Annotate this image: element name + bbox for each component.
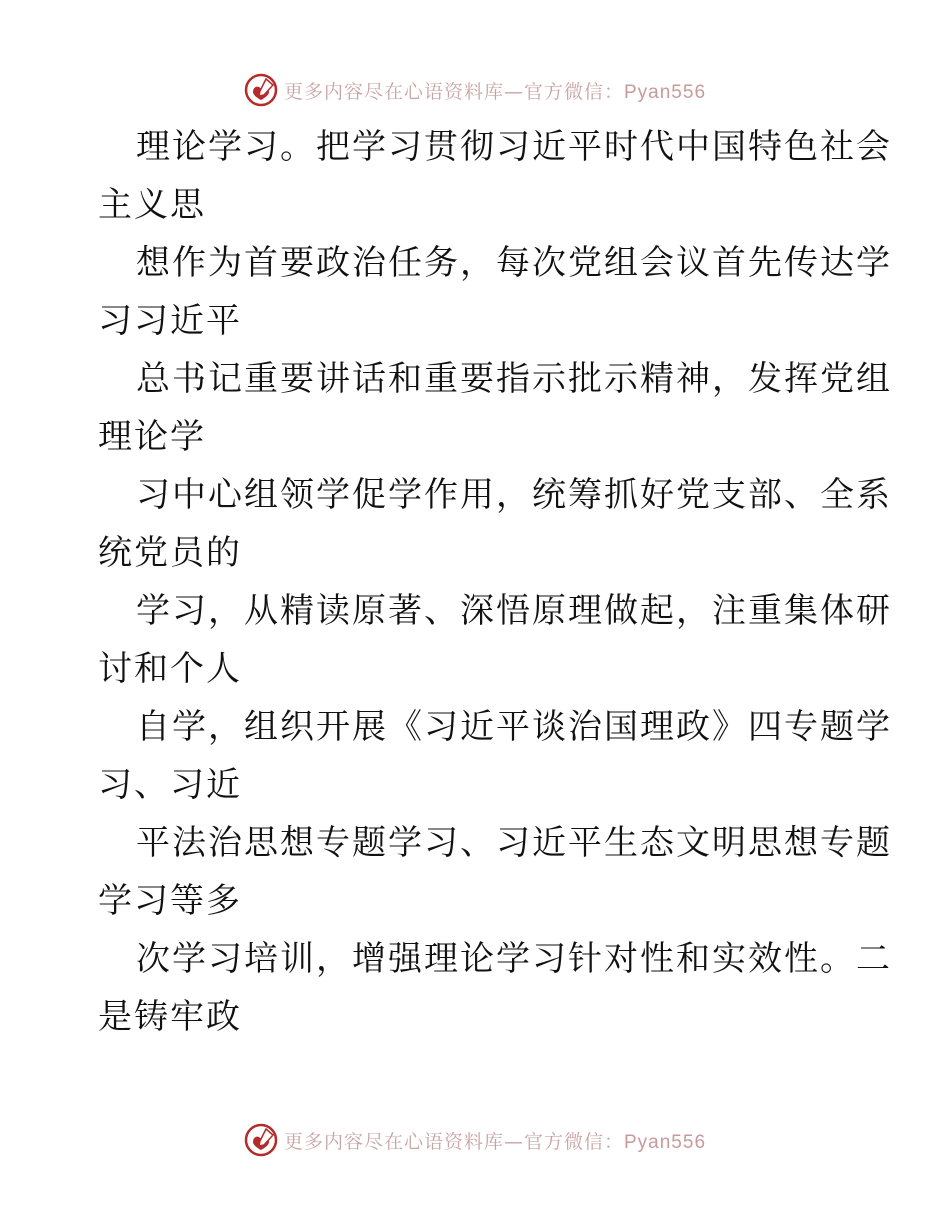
banner-text: 更多内容尽在心语资料库—官方微信：Pyan556 — [283, 1130, 707, 1153]
logo-icon — [244, 1123, 278, 1157]
document-body — [98, 118, 892, 1046]
text-line: 次学习培训，增强理论学习针对性和实效性。二 — [136, 939, 892, 979]
text-line: 自学，组织开展《习近平谈治国理政》四专题学 — [136, 707, 892, 747]
text-line: 想作为首要政治任务，每次党组会议首先传达学 — [136, 243, 892, 283]
text-line: 习中心组领学促学作用，统筹抓好党支部、全系 — [136, 475, 892, 515]
text-line: 主义思 — [98, 185, 206, 225]
logo-icon — [244, 73, 278, 107]
wechat-id: Pyan556 — [624, 81, 707, 103]
header-banner — [0, 70, 950, 110]
text-line: 统党员的 — [98, 533, 242, 573]
text-line: 总书记重要讲话和重要指示批示精神，发挥党组 — [136, 359, 892, 399]
text-line: 是铸牢政 — [98, 997, 242, 1037]
text-line: 理论学习。把学习贯彻习近平时代中国特色社会 — [136, 127, 892, 167]
footer-banner — [0, 1120, 950, 1160]
banner-text: 更多内容尽在心语资料库—官方微信：Pyan556 — [283, 80, 707, 103]
text-line: 理论学 — [98, 417, 206, 457]
text-line: 学习，从精读原著、深悟原理做起，注重集体研 — [136, 591, 892, 631]
text-line: 习习近平 — [98, 301, 242, 341]
wechat-id: Pyan556 — [624, 1131, 707, 1153]
text-line: 平法治思想专题学习、习近平生态文明思想专题 — [136, 823, 892, 863]
text-line: 习、习近 — [98, 765, 242, 805]
text-line: 学习等多 — [98, 881, 242, 921]
text-line: 讨和个人 — [98, 649, 242, 689]
